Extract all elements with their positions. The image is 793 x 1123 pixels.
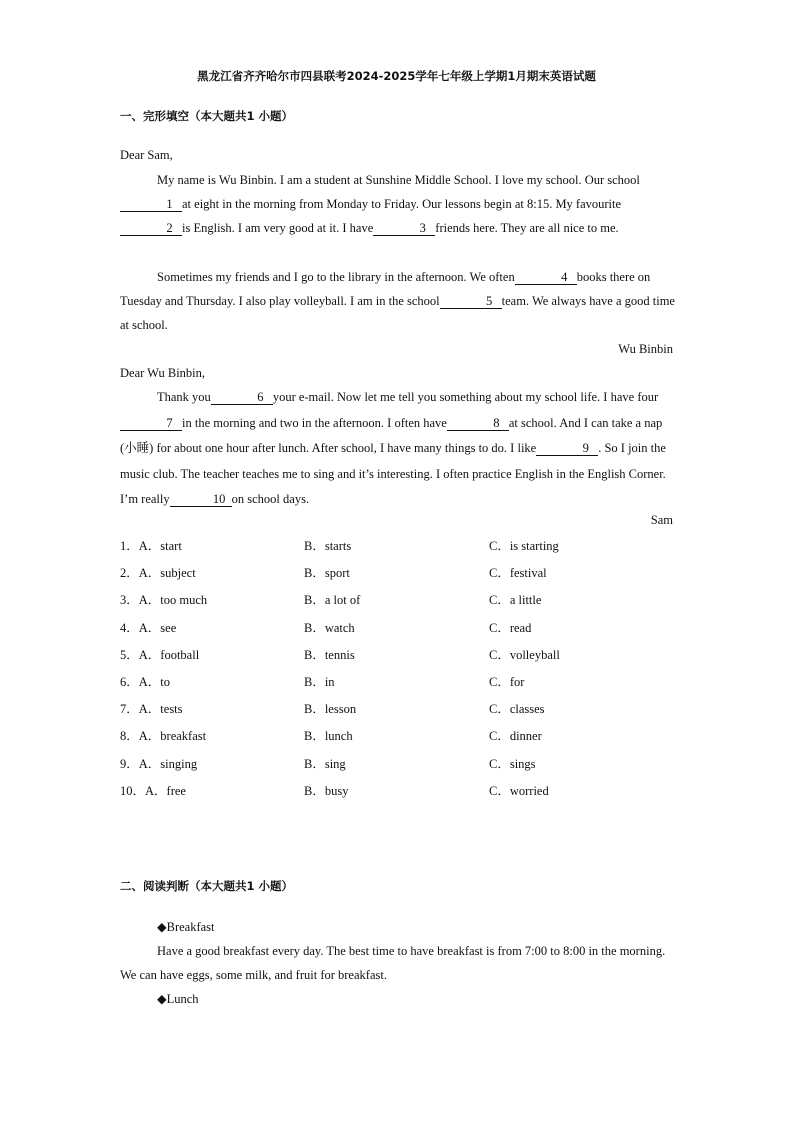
option-b: B．sport	[304, 566, 350, 581]
option-a	[120, 589, 207, 611]
option-a	[120, 671, 170, 693]
letter2-paragraph1	[120, 385, 675, 513]
option-a	[120, 753, 197, 775]
text: . So I join the music club. The teacher teaches me to sing and it’s interesting. I often practice English in the English Corner. I’m really	[120, 441, 666, 506]
option-row	[120, 535, 680, 562]
question-number: 2．	[120, 566, 139, 581]
blank-8: 8	[447, 416, 509, 431]
option-row	[120, 644, 680, 671]
option-a-text: A．tests	[138, 702, 183, 717]
reading-paragraph-breakfast: Have a good breakfast every day. The best time to have breakfast is from 7:00 to 8:00 in the morning. We can have eggs, some milk, and fruit for breakfast.	[120, 944, 666, 982]
letter2-signature: Sam	[650, 513, 673, 527]
letter1-paragraph1	[120, 168, 675, 240]
option-c: C．volleyball	[489, 647, 560, 662]
blank-4: 4	[515, 270, 577, 285]
option-a-text: A．free	[145, 783, 186, 798]
blank-1: 1	[120, 197, 182, 212]
option-a-text: A．see	[138, 620, 177, 635]
text: friends here. They are all nice to me.	[435, 221, 619, 235]
option-a-text: A．football	[138, 647, 200, 662]
question-number: 7．	[120, 702, 139, 717]
blank-3: 3	[373, 221, 435, 236]
letter1-paragraph2	[120, 265, 675, 337]
option-a	[120, 562, 196, 584]
letter2-greeting: Dear Wu Binbin,	[120, 366, 206, 380]
question-number: 9．	[120, 756, 139, 771]
option-b: B．busy	[304, 783, 349, 798]
option-c: C．festival	[489, 566, 547, 581]
option-b: B．lunch	[304, 729, 353, 744]
page-title: 黑龙江省齐齐哈尔市四县联考2024-2025学年七年级上学期1月期末英语试题	[197, 69, 596, 83]
option-c: C．classes	[489, 702, 545, 717]
option-b: B．tennis	[304, 647, 355, 662]
blank-9: 9	[536, 441, 598, 456]
option-a-text: A．subject	[138, 566, 196, 581]
option-a	[120, 617, 176, 639]
text: books there on Tuesday and Thursday. I also play volleyball. I am in the school	[120, 270, 651, 308]
question-number: 3．	[120, 593, 139, 608]
section-heading-reading: 二、阅读判断（本大题共1 小题）	[120, 879, 294, 893]
option-a	[120, 780, 186, 802]
text: Thank you	[157, 390, 211, 404]
letter1-greeting: Dear Sam,	[120, 148, 173, 162]
text: at school. And I can take a nap (小睡) for about one hour after lunch. After school, I have many things to do. I like	[120, 415, 663, 455]
question-number: 6．	[120, 674, 139, 689]
text: in the morning and two in the afternoon. I often have	[182, 415, 447, 430]
option-c: C．a little	[489, 593, 542, 608]
question-number: 10．	[120, 783, 146, 798]
option-a	[120, 698, 183, 720]
option-c: C．read	[489, 620, 532, 635]
option-a-text: A．singing	[138, 756, 198, 771]
question-number: 5．	[120, 647, 139, 662]
option-b: B．lesson	[304, 702, 357, 717]
option-row	[120, 562, 680, 589]
question-number: 4．	[120, 620, 139, 635]
text: team. We always have a good time at school.	[120, 294, 675, 332]
text: your e-mail. Now let me tell you something about my school life. I have four	[272, 390, 659, 404]
letter1-signature: Wu Binbin	[618, 342, 673, 356]
option-a	[120, 725, 206, 747]
option-a-text: A．breakfast	[138, 729, 207, 744]
option-c: C．dinner	[489, 729, 542, 744]
blank-5: 5	[440, 294, 502, 309]
options-list	[120, 535, 680, 807]
option-row	[120, 671, 680, 698]
option-b: B．sing	[304, 756, 346, 771]
option-a-text: A．too much	[138, 593, 208, 608]
question-number: 1．	[120, 539, 139, 553]
blank-10: 10	[170, 492, 232, 507]
option-c: C．worried	[489, 783, 549, 798]
option-c: C．for	[489, 674, 525, 689]
option-a-text: A．start	[138, 539, 182, 553]
option-row	[120, 589, 680, 616]
text: is English. I am very good at it. I have	[182, 221, 374, 235]
option-row	[120, 617, 680, 644]
reading-heading-breakfast: ◆Breakfast	[157, 920, 215, 934]
text: at eight in the morning from Monday to Friday. Our lessons begin at 8:15. My favourite	[182, 197, 622, 211]
option-b: B．watch	[304, 620, 355, 635]
option-a-text: A．to	[138, 674, 171, 689]
option-row	[120, 725, 680, 752]
option-a	[120, 644, 199, 666]
option-row	[120, 753, 680, 780]
reading-heading-lunch: ◆Lunch	[157, 992, 199, 1006]
text: Sometimes my friends and I go to the library in the afternoon. We often	[157, 270, 515, 284]
section-heading-cloze: 一、完形填空（本大题共1 小题）	[120, 109, 294, 123]
blank-2: 2	[120, 221, 182, 236]
option-a	[120, 535, 182, 557]
option-b: B．starts	[304, 539, 352, 553]
blank-6: 6	[211, 390, 273, 405]
option-c: C．is starting	[489, 539, 559, 553]
question-number: 8．	[120, 729, 139, 744]
blank-7: 7	[120, 416, 182, 431]
option-b: B．a lot of	[304, 593, 361, 608]
option-row	[120, 780, 680, 807]
option-b: B．in	[304, 674, 335, 689]
text: My name is Wu Binbin. I am a student at Sunshine Middle School. I love my school. Our school	[157, 173, 640, 187]
text: on school days.	[231, 492, 310, 506]
option-c: C．sings	[489, 756, 536, 771]
option-row	[120, 698, 680, 725]
